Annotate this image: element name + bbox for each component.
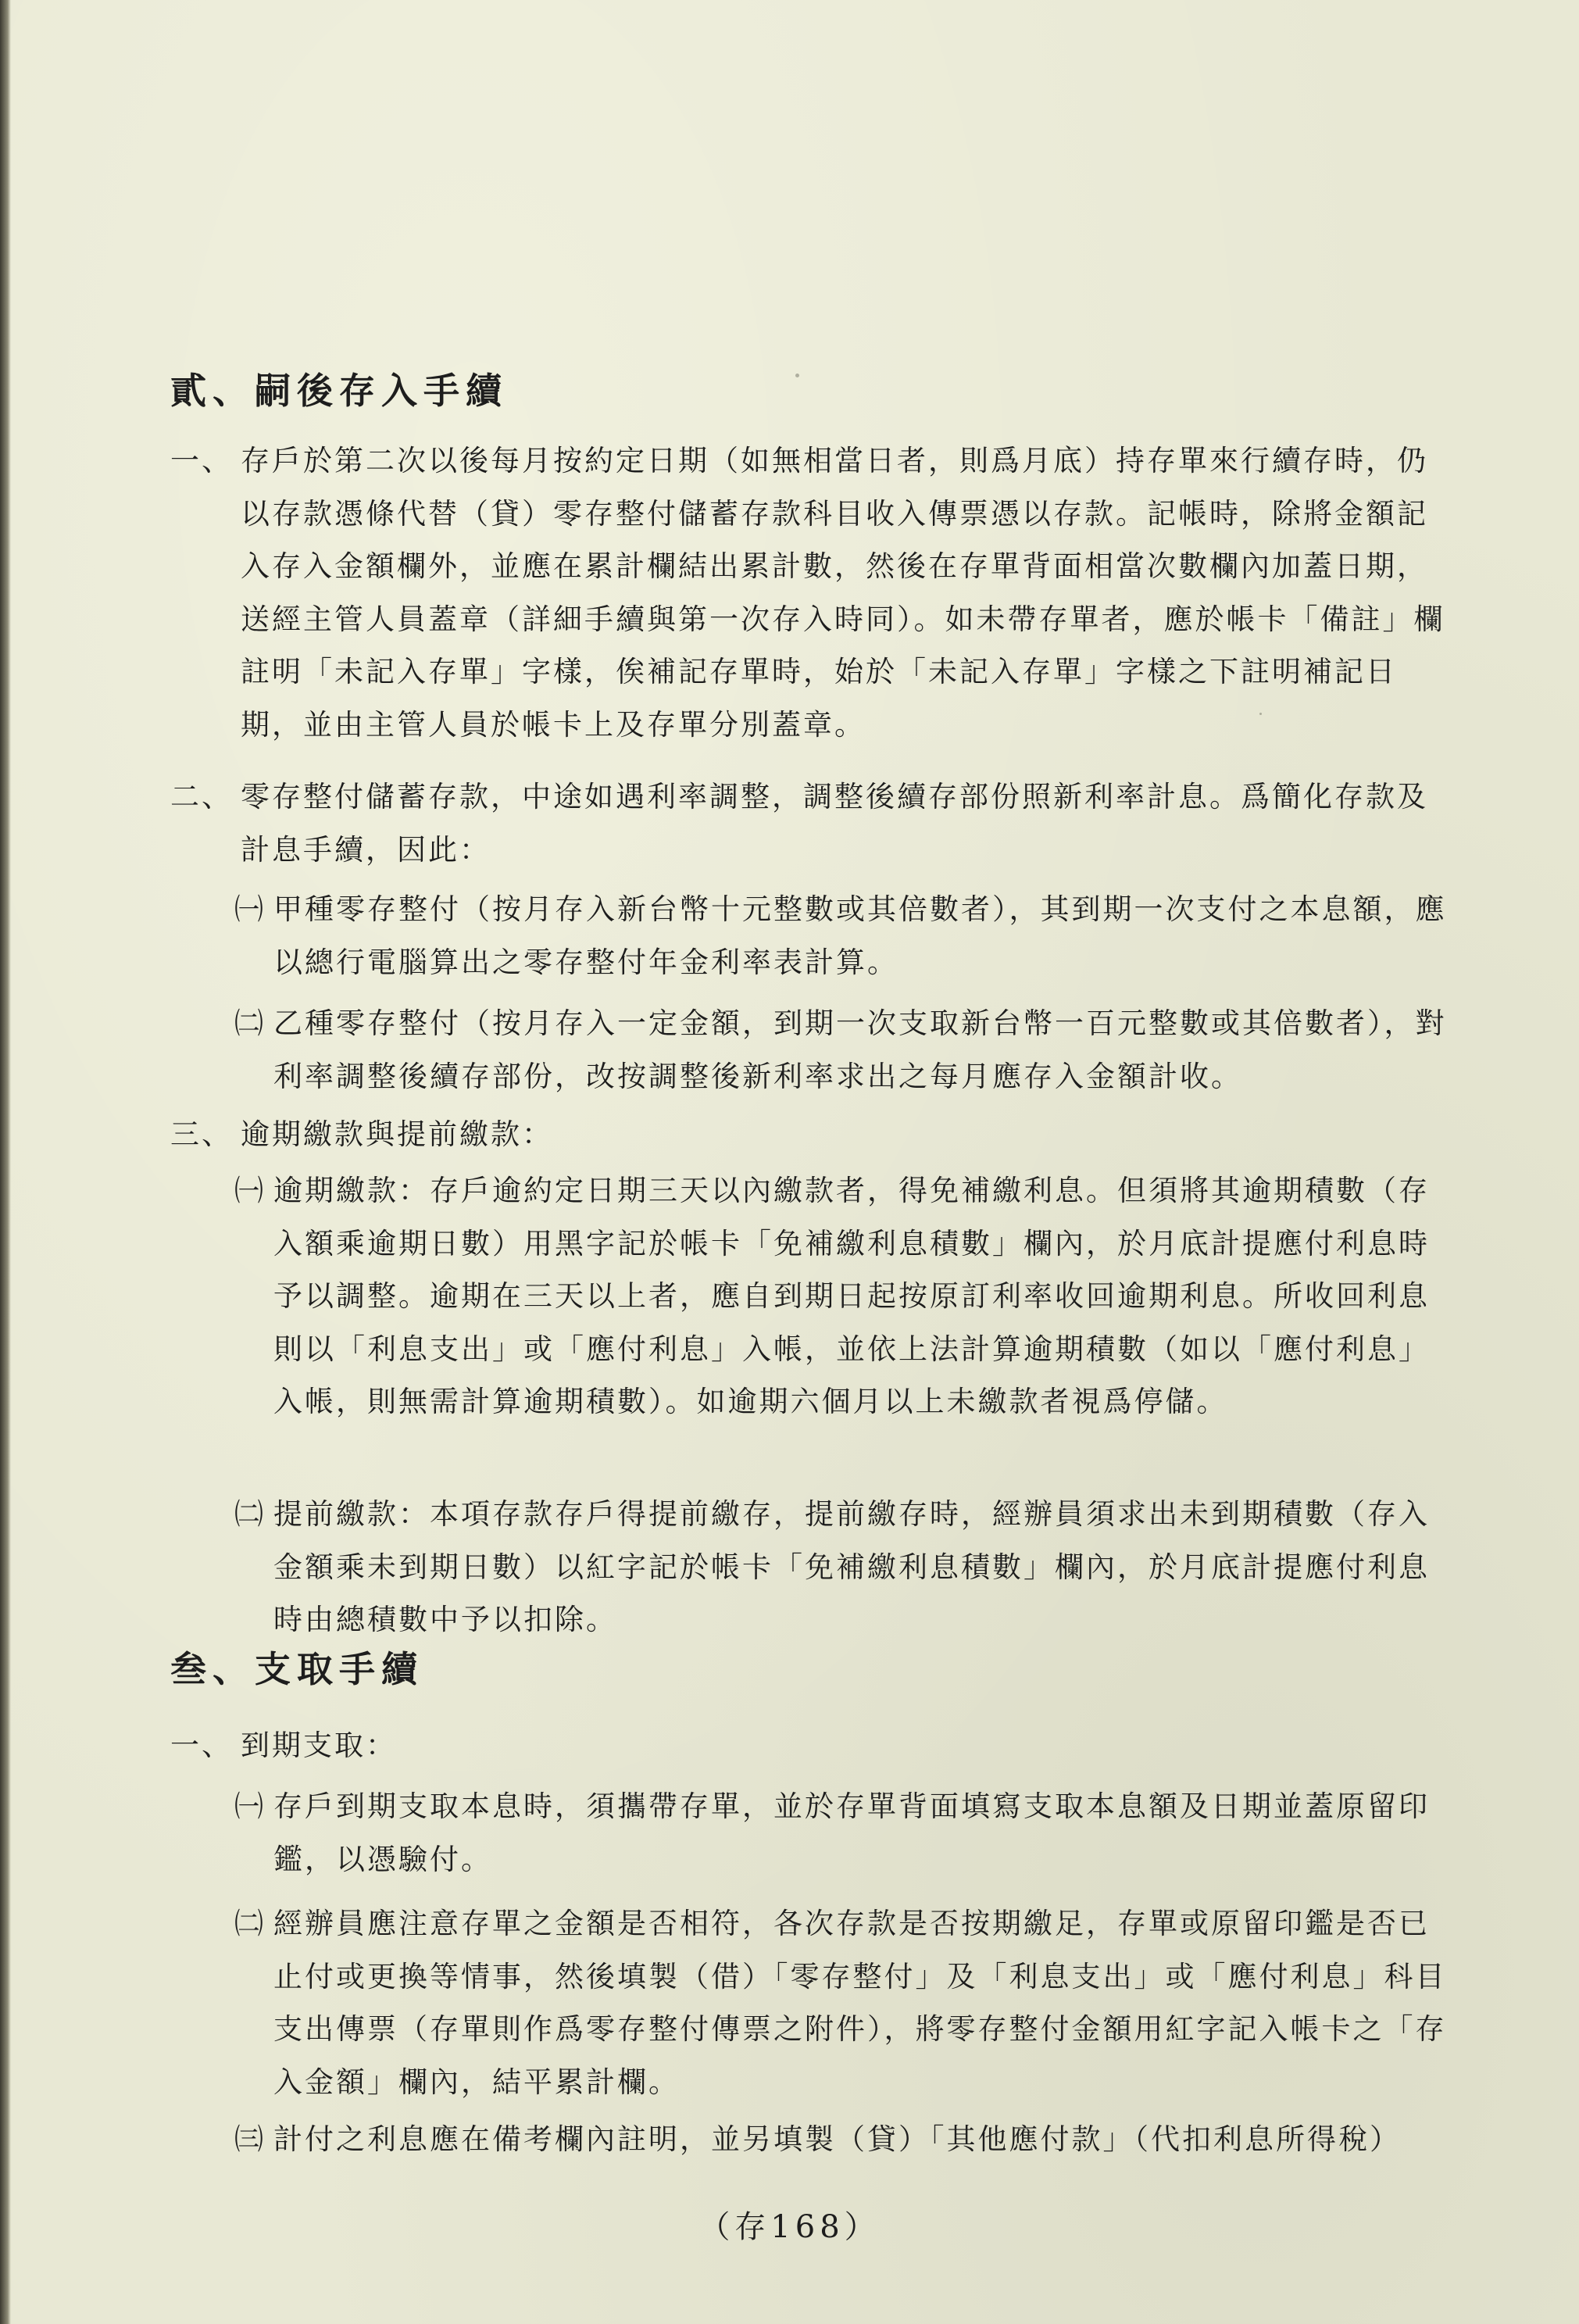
- list-item: [170, 1108, 1452, 1161]
- sub-item: [234, 2113, 1452, 2166]
- sub-item: [234, 997, 1452, 1103]
- item-text: 零存整付儲蓄存款，中途如遇利率調整，調整後續存部份照新利率計息。爲簡化存款及計息手續，因此：: [241, 780, 1428, 867]
- sub-item-marker: ㈠: [234, 892, 266, 926]
- sub-item: [234, 1897, 1452, 2108]
- item-marker: 一、: [170, 1729, 233, 1762]
- page-number: （存168）: [698, 2209, 881, 2245]
- sub-item-marker: ㈡: [234, 1006, 266, 1040]
- item-text: 逾期繳款與提前繳款：: [241, 1117, 553, 1151]
- item-marker: 三、: [170, 1117, 233, 1151]
- item-text: 到期支取：: [241, 1729, 397, 1762]
- sub-item-text: 存戶到期支取本息時，須攜帶存單，並於存單背面填寫支取本息額及日期並蓋原留印鑑，以憑驗付。: [273, 1789, 1430, 1876]
- sub-item-text: 計付之利息應在備考欄內註明，並另填製（貸）「其他應付款」（代扣利息所得稅）: [273, 2122, 1401, 2156]
- sub-item-text: 乙種零存整付（按月存入一定金額，到期一次支取新台幣一百元整數或其倍數者），對利率調整後續存部份，改按調整後新利率求出之每月應存入金額計收。: [273, 1006, 1447, 1093]
- list-item: [170, 770, 1452, 876]
- sub-item: [234, 1488, 1452, 1646]
- item-marker: 一、: [170, 444, 233, 477]
- list-item: [170, 1719, 1452, 1772]
- list-item: [170, 434, 1452, 751]
- sub-item: [234, 1164, 1452, 1428]
- sub-item-text: 逾期繳款：存戶逾約定日期三天以內繳款者，得免補繳利息。但須將其逾期積數（存入額乘逾期日數）用黑字記於帳卡「免補繳利息積數」欄內，於月底計提應付利息時予以調整。逾期在三天以上者，應自到期日起按原訂利率收回逾期利息。所收回利息則以「利息支出」或「應付利息」入帳，並依上法計算逾期積數（如以「應付利息」入帳，則無需計算逾期積數）。如逾期六個月以上未繳款者視爲停儲。: [273, 1174, 1430, 1418]
- sub-item: [234, 1780, 1452, 1886]
- section-title-2: 貳、嗣後存入手續: [170, 370, 508, 412]
- item-marker: 二、: [170, 780, 233, 813]
- sub-item-text: 甲種零存整付（按月存入新台幣十元整數或其倍數者），其到期一次支付之本息額，應以總行電腦算出之零存整付年金利率表計算。: [273, 892, 1447, 979]
- sub-item: [234, 883, 1452, 989]
- sub-item-marker: ㈡: [234, 1497, 266, 1531]
- item-text: 存戶於第二次以後每月按約定日期（如無相當日者，則爲月底）持存單來行續存時，仍以存款憑條代替（貸）零存整付儲蓄存款科目收入傳票憑以存款。記帳時，除將金額記入存入金額欄外，並應在累計欄結出累計數，然後在存單背面相當次數欄內加蓋日期，送經主管人員蓋章（詳細手續與第一次存入時同）。如未帶存單者，應於帳卡「備註」欄註明「未記入存單」字樣，俟補記存單時，始於「未記入存單」字樣之下註明補記日期，並由主管人員於帳卡上及存單分別蓋章。: [241, 444, 1445, 742]
- sub-item-marker: ㈡: [234, 1907, 266, 1940]
- sub-item-marker: ㈠: [234, 1174, 266, 1207]
- sub-item-marker: ㈢: [234, 2122, 266, 2156]
- paper-speck: [795, 374, 799, 377]
- sub-item-text: 提前繳款：本項存款存戶得提前繳存，提前繳存時，經辦員須求出未到期積數（存入金額乘未到期日數）以紅字記於帳卡「免補繳利息積數」欄內，於月底計提應付利息時由總積數中予以扣除。: [273, 1497, 1430, 1636]
- page-edge-shadow: [0, 0, 11, 2324]
- sub-item-text: 經辦員應注意存單之金額是否相符，各次存款是否按期繳足，存單或原留印鑑是否已止付或更換等情事，然後填製（借）「零存整付」及「利息支出」或「應付利息」科目支出傳票（存單則作爲零存整付傳票之附件），將零存整付金額用紅字記入帳卡之「存入金額」欄內，結平累計欄。: [273, 1907, 1447, 2099]
- section-title-3: 叁、支取手續: [170, 1648, 423, 1690]
- sub-item-marker: ㈠: [234, 1789, 266, 1823]
